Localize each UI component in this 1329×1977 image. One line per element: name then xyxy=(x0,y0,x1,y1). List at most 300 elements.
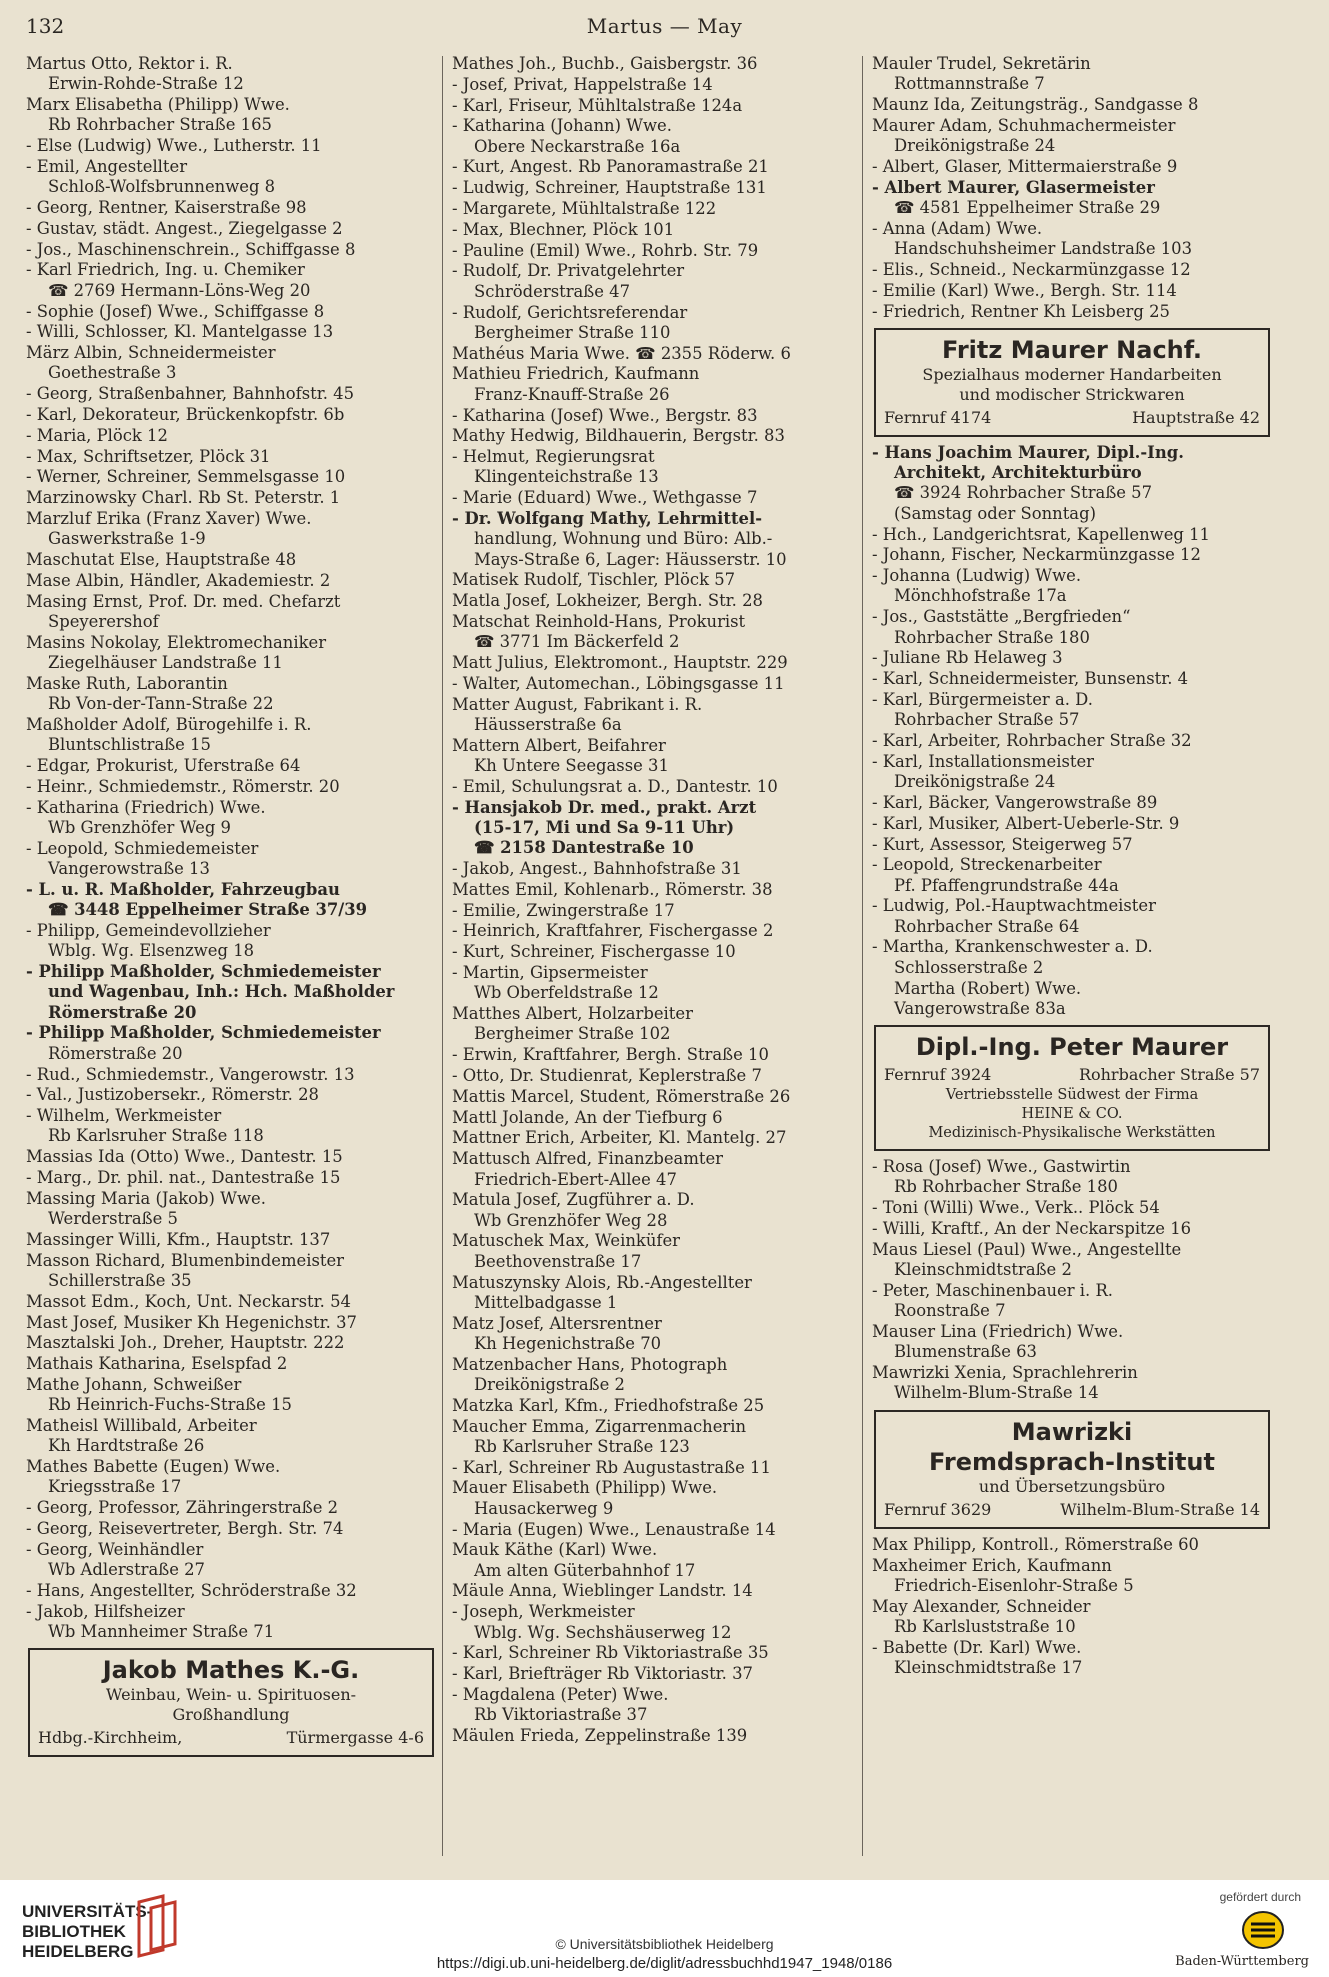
directory-entry xyxy=(872,116,1272,157)
entry-address-line: Dreikönigstraße 24 xyxy=(894,136,1056,156)
directory-entry xyxy=(26,426,436,446)
entry-name-line: - Willi, Kraftf., An der Neckarspitze 16 xyxy=(872,1219,1192,1239)
directory-entry xyxy=(26,962,436,1023)
entry-address-line: (Samstag oder Sonntag) xyxy=(894,503,1096,523)
entry-address-line: Bluntschlistraße 15 xyxy=(48,735,211,755)
directory-entry xyxy=(26,1230,436,1250)
entry-address-line: Rb Karlsruher Straße 118 xyxy=(48,1126,264,1146)
entry-address-line: Friedrich-Eisenlohr-Straße 5 xyxy=(894,1575,1134,1595)
ad-contact-right: Rohrbacher Straße 57 xyxy=(1078,1065,1260,1085)
directory-entry xyxy=(26,322,436,342)
advertisement-box xyxy=(874,1025,1270,1151)
entry-address-line: Goethestraße 3 xyxy=(48,363,177,383)
directory-entry xyxy=(26,95,436,136)
directory-column-3 xyxy=(872,54,1272,1679)
entry-name-line: Masztalski Joh., Dreher, Hauptstr. 222 xyxy=(26,1333,345,1353)
entry-name-line: Mase Albin, Händler, Akademiestr. 2 xyxy=(26,570,331,590)
entry-name-line: - Jos., Gaststätte „Bergfrieden“ xyxy=(872,607,1131,627)
directory-entry xyxy=(872,793,1272,813)
entry-address-line: Rb Heinrich-Fuchs-Straße 15 xyxy=(48,1395,292,1415)
entry-address-line: Schloß-Wolfsbrunnenweg 8 xyxy=(48,177,276,197)
entry-address-line: Bergheimer Straße 102 xyxy=(474,1024,671,1044)
directory-entry xyxy=(452,157,857,177)
entry-name-line: - L. u. R. Maßholder, Fahrzeugbau xyxy=(26,879,340,899)
directory-entry xyxy=(872,525,1272,545)
entry-address-line: Klingenteichstraße 13 xyxy=(474,467,659,487)
directory-entry xyxy=(872,937,1272,978)
directory-entry xyxy=(26,198,436,218)
library-name-line: HEIDELBERG xyxy=(22,1942,134,1961)
directory-entry xyxy=(26,447,436,467)
directory-entry xyxy=(872,1556,1272,1597)
directory-entry xyxy=(452,1643,857,1663)
entry-name-line: - Emilie (Karl) Wwe., Bergh. Str. 114 xyxy=(872,280,1177,300)
directory-entry xyxy=(26,260,436,301)
advertisement-box xyxy=(874,1410,1270,1529)
directory-entry xyxy=(26,715,436,756)
entry-address-line: Dreikönigstraße 2 xyxy=(474,1375,625,1394)
advertisement-box xyxy=(28,1648,434,1757)
ad-contact-row xyxy=(38,1727,424,1749)
entry-name-line: Masins Nokolay, Elektromechaniker xyxy=(26,632,327,652)
entry-name-line: - Karl, Dekorateur, Brückenkopfstr. 6b xyxy=(26,405,345,425)
entry-name-line: - Wilhelm, Werkmeister xyxy=(26,1106,222,1126)
directory-entry xyxy=(872,979,1272,1020)
directory-entry xyxy=(872,157,1272,177)
entry-name-line: - Karl, Schreiner Rb Viktoriastraße 35 xyxy=(452,1643,769,1663)
entry-name-line: - Hans, Angestellter, Schröderstraße 32 xyxy=(26,1580,357,1600)
entry-name-line: Matheisl Willibald, Arbeiter xyxy=(26,1416,257,1436)
entry-name-line: - Rudolf, Dr. Privatgelehrter xyxy=(452,261,685,281)
entry-address-line: Wblg. Wg. Elsenzweg 18 xyxy=(48,941,255,961)
entry-address-line: Kleinschmidtstraße 17 xyxy=(894,1658,1083,1678)
directory-entry xyxy=(452,1231,857,1272)
entry-name-line: - Karl Friedrich, Ing. u. Chemiker xyxy=(26,260,305,280)
entry-name-line: - Ludwig, Pol.-Hauptwachtmeister xyxy=(872,896,1156,916)
entry-name-line: - Otto, Dr. Studienrat, Keplerstraße 7 xyxy=(452,1066,762,1086)
directory-entry xyxy=(452,1458,857,1478)
entry-name-line: - Marg., Dr. phil. nat., Dantestraße 15 xyxy=(26,1168,341,1188)
directory-entry xyxy=(26,1168,436,1188)
directory-entry xyxy=(872,1240,1272,1281)
directory-entry xyxy=(452,1581,857,1601)
directory-entry xyxy=(452,54,857,74)
directory-entry xyxy=(452,1664,857,1684)
entry-name-line: Matt Julius, Elektromont., Hauptstr. 229 xyxy=(452,653,788,673)
ad-title: Mawrizki xyxy=(1011,1417,1133,1446)
directory-entry xyxy=(26,798,436,839)
directory-entry xyxy=(452,75,857,95)
entry-name-line: - Emilie, Zwingerstraße 17 xyxy=(452,900,675,920)
directory-entry xyxy=(872,1597,1272,1638)
directory-entry xyxy=(26,1147,436,1167)
entry-name-line: Mathe Johann, Schweißer xyxy=(26,1375,242,1394)
directory-entry xyxy=(452,570,857,590)
directory-entry xyxy=(26,467,436,487)
directory-entry xyxy=(452,880,857,900)
directory-entry xyxy=(26,157,436,198)
directory-entry xyxy=(26,1519,436,1539)
entry-name-line: Mauser Lina (Friedrich) Wwe. xyxy=(872,1322,1124,1342)
entry-name-line: - Pauline (Emil) Wwe., Rohrb. Str. 79 xyxy=(452,240,759,260)
directory-entry xyxy=(452,116,857,157)
directory-entry xyxy=(452,1314,857,1355)
entry-name-line: Matla Josef, Lokheizer, Bergh. Str. 28 xyxy=(452,591,763,611)
directory-column-2 xyxy=(452,54,857,1747)
directory-column-1 xyxy=(26,54,436,1763)
entry-address-line: Handschuhsheimer Landstraße 103 xyxy=(894,239,1193,259)
entry-address-line: Rb Karlsruher Straße 123 xyxy=(474,1436,690,1456)
entry-name-line: - Rosa (Josef) Wwe., Gastwirtin xyxy=(872,1157,1131,1177)
entry-name-line: - Karl, Bürgermeister a. D. xyxy=(872,689,1093,709)
entry-address-line: Rohrbacher Straße 57 xyxy=(894,710,1080,730)
entry-address-line: Ziegelhäuser Landstraße 11 xyxy=(48,653,283,673)
directory-entry xyxy=(452,364,857,405)
entry-address-line: Erwin-Rohde-Straße 12 xyxy=(48,74,244,94)
directory-entry xyxy=(452,901,857,921)
permalink[interactable]: https://digi.ub.uni-heidelberg.de/diglit/adressbuchhd1947_1948/0186 xyxy=(436,1955,893,1972)
directory-entry xyxy=(452,695,857,736)
directory-entry xyxy=(26,302,436,322)
directory-entry xyxy=(872,690,1272,731)
directory-entry xyxy=(872,1363,1272,1404)
entry-address-line: Rb Von-der-Tann-Straße 22 xyxy=(48,694,274,714)
entry-address-line: Dreikönigstraße 24 xyxy=(894,772,1056,792)
entry-name-line: Maxheimer Erich, Kaufmann xyxy=(872,1555,1112,1575)
directory-entry xyxy=(26,1023,436,1064)
directory-entry xyxy=(452,1396,857,1416)
entry-address-line: Wilhelm-Blum-Straße 14 xyxy=(894,1383,1099,1403)
running-head: Martus — May xyxy=(586,14,743,38)
entry-name-line: - Val., Justizobersekr., Römerstr. 28 xyxy=(26,1085,319,1105)
entry-name-line: Marx Elisabetha (Philipp) Wwe. xyxy=(26,95,290,115)
directory-entry xyxy=(452,96,857,116)
ad-contact-row xyxy=(884,1064,1260,1086)
entry-name-line: - Heinr., Schmiedemstr., Römerstr. 20 xyxy=(26,776,340,796)
entry-name-line: - Albert, Glaser, Mittermaierstraße 9 xyxy=(872,156,1178,176)
directory-entry xyxy=(26,674,436,715)
entry-name-line: Maus Liesel (Paul) Wwe., Angestellte xyxy=(872,1239,1182,1259)
directory-entry xyxy=(452,509,857,570)
entry-address-line: Kh Hegenichstraße 70 xyxy=(474,1333,662,1353)
entry-address-line: Roonstraße 7 xyxy=(894,1301,1006,1321)
directory-entry xyxy=(26,405,436,425)
entry-name-line: - Katharina (Josef) Wwe., Bergstr. 83 xyxy=(452,405,758,425)
directory-entry xyxy=(452,178,857,198)
directory-entry xyxy=(452,1417,857,1458)
column-rule xyxy=(862,56,863,1856)
entry-address-line: Friedrich-Ebert-Allee 47 xyxy=(474,1169,677,1189)
entry-name-line: Mattis Marcel, Student, Römerstraße 26 xyxy=(452,1086,791,1106)
ad-title: Fremdsprach-Institut xyxy=(929,1447,1215,1476)
entry-address-line: Am alten Güterbahnhof 17 xyxy=(474,1560,696,1580)
library-name xyxy=(22,1902,152,1962)
directory-entry xyxy=(452,1128,857,1148)
column-rule xyxy=(442,56,443,1856)
entry-name-line: Matzenbacher Hans, Photograph xyxy=(452,1354,728,1374)
entry-name-line: - Gustav, städt. Angest., Ziegelgasse 2 xyxy=(26,218,343,238)
entry-name-line: - Philipp Maßholder, Schmiedemeister xyxy=(26,962,381,982)
entry-address-line: Obere Neckarstraße 16a xyxy=(474,136,681,156)
entry-name-line: - Erwin, Kraftfahrer, Bergh. Straße 10 xyxy=(452,1045,769,1065)
ad-contact-right: Hauptstraße 42 xyxy=(1132,407,1260,427)
entry-address-line: Vangerowstraße 13 xyxy=(48,859,210,879)
entry-address-line: Schillerstraße 35 xyxy=(48,1271,192,1291)
directory-entry xyxy=(452,1273,857,1314)
directory-entry xyxy=(452,426,857,446)
entry-name-line: Matula Josef, Zugführer a. D. xyxy=(452,1190,695,1210)
directory-entry xyxy=(452,447,857,488)
entry-name-line: Massinger Willi, Kfm., Hauptstr. 137 xyxy=(26,1229,331,1249)
entry-name-line: - Georg, Professor, Zähringerstraße 2 xyxy=(26,1498,339,1518)
directory-entry xyxy=(26,1333,436,1353)
entry-name-line: - Karl, Musiker, Albert-Ueberle-Str. 9 xyxy=(872,813,1180,833)
entry-name-line: - Maria, Plöck 12 xyxy=(26,425,168,445)
entry-address-line: (15-17, Mi und Sa 9-11 Uhr) xyxy=(474,817,735,837)
directory-entry xyxy=(26,240,436,260)
directory-entry xyxy=(26,1313,436,1333)
entry-name-line: - Jakob, Hilfsheizer xyxy=(26,1601,185,1621)
directory-entry xyxy=(872,1322,1272,1363)
entry-name-line: - Kurt, Assessor, Steigerweg 57 xyxy=(872,834,1133,854)
directory-entry xyxy=(452,303,857,344)
entry-address-line: Mönchhofstraße 17a xyxy=(894,586,1067,606)
directory-entry xyxy=(26,488,436,508)
directory-entry xyxy=(872,545,1272,565)
directory-entry xyxy=(452,261,857,302)
entry-name-line: Masson Richard, Blumenbindemeister xyxy=(26,1250,344,1270)
entry-name-line: Matz Josef, Altersrentner xyxy=(452,1313,662,1333)
directory-entry xyxy=(26,54,436,95)
directory-entry xyxy=(26,136,436,156)
library-name-line: UNIVERSITÄTS- xyxy=(22,1902,153,1921)
entry-address-line: Martha (Robert) Wwe. xyxy=(894,978,1082,998)
entry-name-line: - Elis., Schneid., Neckarmünzgasse 12 xyxy=(872,259,1191,279)
entry-name-line: Matuszynsky Alois, Rb.-Angestellter xyxy=(452,1272,752,1292)
directory-entry xyxy=(452,344,857,364)
entry-name-line: - Willi, Schlosser, Kl. Mantelgasse 13 xyxy=(26,322,334,342)
entry-name-line: - Kurt, Angest. Rb Panoramastraße 21 xyxy=(452,157,769,177)
directory-entry xyxy=(872,731,1272,751)
directory-entry xyxy=(872,443,1272,524)
ad-contact-left: Hdbg.-Kirchheim, xyxy=(38,1728,183,1748)
directory-entry xyxy=(452,1066,857,1086)
entry-name-line: Matthes Albert, Holzarbeiter xyxy=(452,1004,693,1024)
entry-name-line: - Leopold, Streckenarbeiter xyxy=(872,855,1102,875)
directory-entry xyxy=(26,1065,436,1085)
directory-entry xyxy=(26,1375,436,1416)
entry-name-line: Mathais Katharina, Eselspfad 2 xyxy=(26,1354,288,1374)
directory-entry xyxy=(26,633,436,674)
directory-entry xyxy=(452,241,857,261)
ad-title: Dipl.-Ing. Peter Maurer xyxy=(915,1033,1229,1062)
entry-name-line: - Juliane Rb Helaweg 3 xyxy=(872,648,1063,668)
directory-entry xyxy=(872,566,1272,607)
ad-contact-right: Wilhelm-Blum-Straße 14 xyxy=(1060,1499,1260,1519)
directory-entry xyxy=(452,1685,857,1726)
directory-entry xyxy=(452,488,857,508)
directory-entry xyxy=(872,219,1272,260)
directory-entry xyxy=(26,921,436,962)
entry-name-line: - Rud., Schmiedemstr., Vangerowstr. 13 xyxy=(26,1064,355,1084)
entry-name-line: Mathy Hedwig, Bildhauerin, Bergstr. 83 xyxy=(452,426,785,446)
directory-entry xyxy=(452,1045,857,1065)
directory-entry xyxy=(26,1416,436,1457)
entry-name-line: - Else (Ludwig) Wwe., Lutherstr. 11 xyxy=(26,136,322,156)
directory-entry xyxy=(452,942,857,962)
entry-address-line: ☎ 3771 Im Bäckerfeld 2 xyxy=(474,632,680,652)
entry-address-line: Wb Mannheimer Straße 71 xyxy=(48,1622,275,1642)
entry-address-line: ☎ 4581 Eppelheimer Straße 29 xyxy=(894,198,1161,218)
entry-address-line: Vangerowstraße 83a xyxy=(894,998,1066,1018)
entry-address-line: Mays-Straße 6, Lager: Häusserstr. 10 xyxy=(474,549,787,569)
entry-name-line: - Max, Schriftsetzer, Plöck 31 xyxy=(26,446,271,466)
directory-entry xyxy=(872,302,1272,322)
directory-entry xyxy=(26,1189,436,1230)
entry-address-line: Architekt, Architekturbüro xyxy=(894,463,1142,483)
entry-name-line: - Anna (Adam) Wwe. xyxy=(872,218,1043,238)
entry-address-line: Blumenstraße 63 xyxy=(894,1342,1037,1362)
directory-entry xyxy=(26,1457,436,1498)
entry-name-line: Martus Otto, Rektor i. R. xyxy=(26,54,233,73)
entry-address-line: Römerstraße 20 xyxy=(48,1002,197,1022)
entry-name-line: - Karl, Briefträger Rb Viktoriastr. 37 xyxy=(452,1664,753,1684)
entry-name-line: Maschutat Else, Hauptstraße 48 xyxy=(26,550,297,570)
entry-name-line: Matisek Rudolf, Tischler, Plöck 57 xyxy=(452,570,736,590)
entry-address-line: Wb Oberfeldstraße 12 xyxy=(474,983,659,1003)
entry-name-line: - Georg, Straßenbahner, Bahnhofstr. 45 xyxy=(26,384,355,404)
entry-name-line: Masing Ernst, Prof. Dr. med. Chefarzt xyxy=(26,591,341,611)
entry-name-line: Mathieu Friedrich, Kaufmann xyxy=(452,364,700,384)
entry-address-line: Häusserstraße 6a xyxy=(474,715,622,734)
directory-entry xyxy=(452,1108,857,1128)
entry-name-line: Massias Ida (Otto) Wwe., Dantestr. 15 xyxy=(26,1147,343,1167)
entry-address-line: Kh Hardtstraße 26 xyxy=(48,1436,205,1456)
directory-entry xyxy=(452,591,857,611)
entry-name-line: - Dr. Wolfgang Mathy, Lehrmittel- xyxy=(452,509,763,529)
entry-address-line: ☎ 2158 Dantestraße 10 xyxy=(474,838,694,858)
entry-address-line: ☎ 3448 Eppelheimer Straße 37/39 xyxy=(48,900,368,920)
entry-name-line: Mast Josef, Musiker Kh Hegenichstr. 37 xyxy=(26,1312,357,1332)
entry-name-line: - Leopold, Schmiedemeister xyxy=(26,838,259,858)
entry-address-line: Wb Grenzhöfer Weg 9 xyxy=(48,817,231,837)
directory-entry xyxy=(452,777,857,797)
entry-name-line: - Werner, Schreiner, Semmelsgasse 10 xyxy=(26,467,346,487)
directory-entry xyxy=(872,669,1272,689)
entry-name-line: Mathes Joh., Buchb., Gaisbergstr. 36 xyxy=(452,54,758,73)
entry-name-line: Maurer Adam, Schuhmachermeister xyxy=(872,115,1176,135)
directory-entry xyxy=(872,178,1272,219)
entry-address-line: Werderstraße 5 xyxy=(48,1209,178,1229)
directory-entry xyxy=(26,592,436,633)
entry-address-line: Kleinschmidtstraße 2 xyxy=(894,1260,1072,1280)
entry-address-line: handlung, Wohnung und Büro: Alb.- xyxy=(474,529,773,549)
entry-name-line: - Hch., Landgerichtsrat, Kapellenweg 11 xyxy=(872,524,1210,544)
entry-name-line: - Sophie (Josef) Wwe., Schiffgasse 8 xyxy=(26,301,325,321)
entry-address-line: Franz-Knauff-Straße 26 xyxy=(474,384,670,404)
directory-entry xyxy=(26,1581,436,1601)
directory-entry xyxy=(26,839,436,880)
entry-address-line: Schröderstraße 47 xyxy=(474,281,631,301)
entry-name-line: Maunz Ida, Zeitungsträg., Sandgasse 8 xyxy=(872,95,1199,115)
directory-entry xyxy=(26,1498,436,1518)
entry-address-line: Wb Grenzhöfer Weg 28 xyxy=(474,1210,668,1230)
ad-text: und Übersetzungsbüro xyxy=(978,1476,1166,1496)
entry-name-line: - Katharina (Friedrich) Wwe. xyxy=(26,797,266,817)
ad-contact-right: Türmergasse 4-6 xyxy=(286,1728,424,1748)
directory-entry xyxy=(26,1251,436,1292)
entry-name-line: - Martha, Krankenschwester a. D. xyxy=(872,937,1153,957)
entry-name-line: - Karl, Bäcker, Vangerowstraße 89 xyxy=(872,792,1158,812)
directory-entry xyxy=(452,921,857,941)
entry-name-line: - Ludwig, Schreiner, Hauptstraße 131 xyxy=(452,178,767,198)
entry-name-line: Mathes Babette (Eugen) Wwe. xyxy=(26,1457,281,1477)
entry-name-line: - Albert Maurer, Glasermeister xyxy=(872,177,1155,197)
state-coat-of-arms-icon xyxy=(1241,1908,1285,1952)
entry-name-line: - Georg, Reisevertreter, Bergh. Str. 74 xyxy=(26,1519,344,1539)
directory-entry xyxy=(872,896,1272,937)
entry-address-line: ☎ 3924 Rohrbacher Straße 57 xyxy=(894,483,1153,503)
directory-entry xyxy=(452,674,857,694)
directory-entry xyxy=(26,1292,436,1312)
directory-entry xyxy=(872,752,1272,793)
entry-name-line: - Magdalena (Peter) Wwe. xyxy=(452,1684,669,1704)
page-header xyxy=(0,12,1329,42)
entry-name-line: - Edgar, Prokurist, Uferstraße 64 xyxy=(26,756,301,776)
entry-address-line: Gaswerkstraße 1-9 xyxy=(48,529,206,549)
entry-name-line: - Maria (Eugen) Wwe., Lenaustraße 14 xyxy=(452,1519,776,1539)
entry-name-line: Matter August, Fabrikant i. R. xyxy=(452,694,703,714)
directory-entry xyxy=(26,1085,436,1105)
ad-text: Medizinisch-Physikalische Werkstätten xyxy=(928,1125,1216,1142)
entry-address-line: Rb Karlsluststraße 10 xyxy=(894,1616,1076,1636)
directory-entry xyxy=(452,220,857,240)
entry-name-line: Matuschek Max, Weinküfer xyxy=(452,1231,681,1251)
entry-name-line: - Karl, Arbeiter, Rohrbacher Straße 32 xyxy=(872,731,1192,751)
entry-name-line: - Toni (Willi) Wwe., Verk.. Plöck 54 xyxy=(872,1198,1160,1218)
entry-name-line: März Albin, Schneidermeister xyxy=(26,343,276,363)
entry-name-line: - Heinrich, Kraftfahrer, Fischergasse 2 xyxy=(452,921,774,941)
entry-address-line: Rb Rohrbacher Straße 180 xyxy=(894,1177,1118,1197)
entry-address-line: Römerstraße 20 xyxy=(48,1043,183,1063)
entry-name-line: Mauk Käthe (Karl) Wwe. xyxy=(452,1540,658,1560)
entry-address-line: und Wagenbau, Inh.: Hch. Maßholder xyxy=(48,982,395,1002)
directory-entry xyxy=(452,612,857,653)
directory-entry xyxy=(452,1087,857,1107)
sponsor-name: Baden-Württemberg xyxy=(1175,1954,1309,1969)
entry-address-line: Wb Adlerstraße 27 xyxy=(48,1560,205,1580)
directory-entry xyxy=(26,1106,436,1147)
entry-address-line: Wblg. Wg. Sechshäuserweg 12 xyxy=(474,1622,732,1642)
ad-text: Weinbau, Wein- u. Spirituosen- xyxy=(105,1685,357,1705)
entry-name-line: May Alexander, Schneider xyxy=(872,1596,1091,1616)
entry-name-line: - Josef, Privat, Happelstraße 14 xyxy=(452,74,713,94)
entry-name-line: Massot Edm., Koch, Unt. Neckarstr. 54 xyxy=(26,1291,351,1311)
entry-name-line: - Marie (Eduard) Wwe., Wethgasse 7 xyxy=(452,488,758,508)
entry-address-line: Schlosserstraße 2 xyxy=(894,957,1044,977)
entry-name-line: Mattusch Alfred, Finanzbeamter xyxy=(452,1149,723,1169)
ad-text: Spezialhaus moderner Handarbeiten xyxy=(922,364,1222,384)
entry-address-line: Rb Rohrbacher Straße 165 xyxy=(48,115,272,135)
ad-contact-left: Fernruf 3924 xyxy=(884,1065,992,1085)
entry-name-line: Marzinowsky Charl. Rb St. Peterstr. 1 xyxy=(26,488,341,508)
entry-address-line: Kh Untere Seegasse 31 xyxy=(474,756,669,776)
directory-entry xyxy=(26,571,436,591)
entry-name-line: - Margarete, Mühltalstraße 122 xyxy=(452,199,717,219)
directory-entry xyxy=(452,1726,857,1746)
directory-entry xyxy=(872,260,1272,280)
entry-name-line: - Katharina (Johann) Wwe. xyxy=(452,116,672,136)
